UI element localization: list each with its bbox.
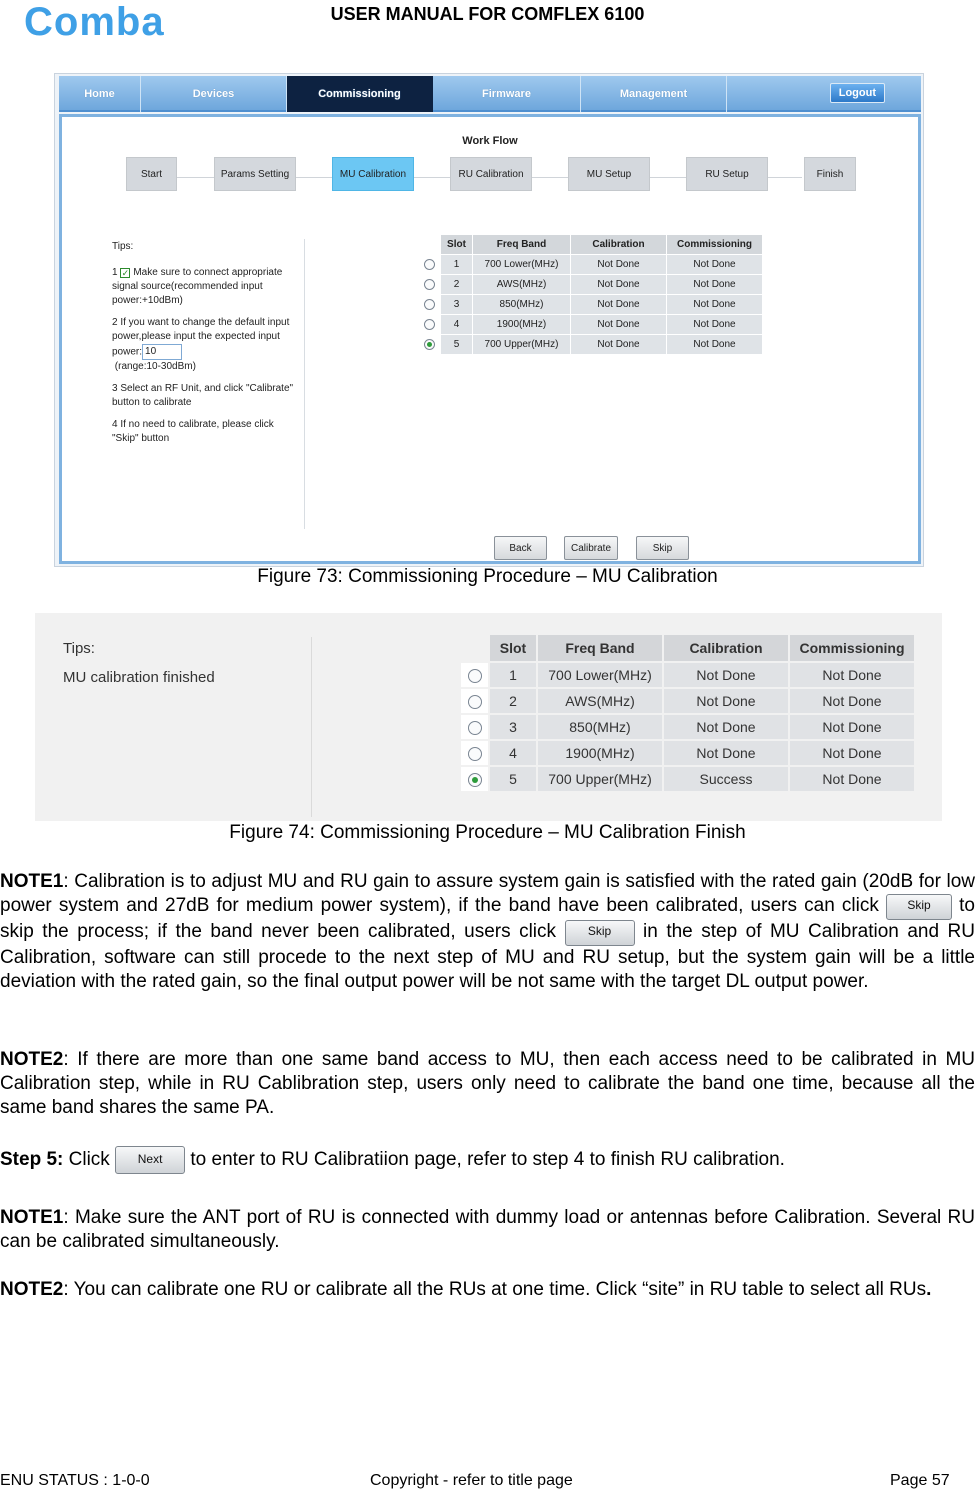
note2-label: NOTE2 <box>0 1049 64 1070</box>
commissioning-cell: Not Done <box>789 740 915 766</box>
table-row[interactable] <box>419 315 763 335</box>
mu-slot-table <box>459 633 916 793</box>
tip-1-number: 1 <box>112 267 118 278</box>
tip-2-range: (range:10-30dBm) <box>114 361 196 372</box>
table-row[interactable] <box>460 766 915 792</box>
checkbox-icon[interactable]: ✓ <box>121 268 130 278</box>
table-row[interactable] <box>419 275 763 295</box>
workflow-step-ru-setup[interactable]: RU Setup <box>686 157 768 191</box>
slot-cell: 5 <box>489 766 537 792</box>
radio-icon[interactable] <box>424 319 435 330</box>
note3-text: : Make sure the ANT port of RU is connected with dummy load or antennas before Calibration. Several RU can be calibrated simultaneously. <box>0 1207 975 1252</box>
row-select[interactable] <box>460 714 489 740</box>
footer-status: ENU STATUS : 1-0-0 <box>0 1472 150 1489</box>
header-freq-band: Freq Band <box>537 634 663 662</box>
nav-management[interactable]: Management <box>581 76 727 112</box>
document-title: USER MANUAL FOR COMFLEX 6100 <box>330 4 645 24</box>
commissioning-cell: Not Done <box>667 315 763 335</box>
table-row[interactable] <box>419 255 763 275</box>
workflow-step-finish[interactable]: Finish <box>804 157 856 191</box>
table-row[interactable] <box>419 335 763 355</box>
row-select[interactable] <box>419 255 441 275</box>
tip-1-text: Make sure to connect appropriate signal source(recommended input power:+10dBm) <box>112 267 283 306</box>
header-freq-band: Freq Band <box>473 235 571 255</box>
freq-band-cell: 700 Lower(MHz) <box>473 255 571 275</box>
freq-band-cell: 850(MHz) <box>473 295 571 315</box>
header-slot: Slot <box>441 235 473 255</box>
slot-cell: 4 <box>489 740 537 766</box>
mu-calibration-screenshot <box>54 73 924 567</box>
note2-paragraph <box>0 1048 975 1120</box>
header-calibration: Calibration <box>571 235 667 255</box>
commissioning-cell: Not Done <box>789 688 915 714</box>
radio-icon[interactable] <box>424 279 435 290</box>
panel-divider <box>311 637 312 817</box>
slot-cell: 2 <box>489 688 537 714</box>
radio-icon[interactable] <box>424 299 435 310</box>
freq-band-cell: AWS(MHz) <box>537 688 663 714</box>
radio-icon[interactable] <box>468 747 482 761</box>
commissioning-cell: Not Done <box>667 335 763 355</box>
step5-label: Step 5: <box>0 1149 64 1170</box>
tip-3: 3 Select an RF Unit, and click "Calibrate" button to calibrate <box>112 383 294 408</box>
header-select <box>419 235 441 255</box>
panel-divider <box>304 239 305 529</box>
input-power-field[interactable]: 10 <box>142 344 182 360</box>
radio-icon[interactable] <box>468 695 482 709</box>
commissioning-cell: Not Done <box>789 714 915 740</box>
radio-selected-icon[interactable] <box>424 339 435 350</box>
table-row[interactable] <box>460 662 915 688</box>
slot-cell: 1 <box>489 662 537 688</box>
commissioning-cell: Not Done <box>789 766 915 792</box>
header-slot: Slot <box>489 634 537 662</box>
back-button[interactable]: Back <box>494 536 547 560</box>
mu-slot-table <box>418 234 763 355</box>
commissioning-cell: Not Done <box>667 255 763 275</box>
workflow-step-params-setting[interactable]: Params Setting <box>214 157 296 191</box>
step5-paragraph <box>0 1146 975 1174</box>
note1-text-a: : Calibration is to adjust MU and RU gain to assure system gain is satisfied with the rated gain (20dB for low power system and 27dB for medium power system), if the band have been calibrated, users can click <box>0 871 975 916</box>
calibration-cell: Success <box>663 766 789 792</box>
note4-text: : You can calibrate one RU or calibrate all the RUs at one time. Click “site” in RU table to select all RUs <box>63 1279 927 1300</box>
tip-2 <box>112 316 302 374</box>
top-navigation <box>59 76 921 112</box>
svg-text:Comba: Comba <box>24 2 165 40</box>
slot-cell: 2 <box>441 275 473 295</box>
skip-button[interactable]: Skip <box>636 536 689 560</box>
skip-inline-button: Skip <box>886 894 952 920</box>
tips-heading: Tips: <box>112 241 134 252</box>
row-select[interactable] <box>460 688 489 714</box>
calibration-cell: Not Done <box>571 255 667 275</box>
note1-text-c: in the step of MU Calibration and RU Calibration, software can still procede to the next step of MU and RU setup, but the system gain will be a little deviation with the rated gain, so the final output power will be not same with the target DL output power. <box>0 921 975 992</box>
calibration-cell: Not Done <box>663 688 789 714</box>
calibration-cell: Not Done <box>571 315 667 335</box>
calibration-cell: Not Done <box>663 740 789 766</box>
commissioning-cell: Not Done <box>667 295 763 315</box>
header-select <box>460 634 489 662</box>
note2-text: : If there are more than one same band access to MU, then each access need to be calibrated in MU Calibration step, while in RU Cablibration step, users only need to calibrate the band one time, because all the same band shares the same PA. <box>0 1049 975 1118</box>
calibration-cell: Not Done <box>571 335 667 355</box>
tip-2-text: 2 If you want to change the default input power,please input the expected input power: <box>112 317 290 358</box>
workflow-step-start[interactable]: Start <box>126 157 177 191</box>
tip-1 <box>112 266 302 308</box>
footer-page-number: Page 57 <box>890 1472 950 1489</box>
radio-icon[interactable] <box>468 669 482 683</box>
freq-band-cell: 700 Upper(MHz) <box>537 766 663 792</box>
row-select[interactable] <box>460 740 489 766</box>
commissioning-panel <box>59 114 921 564</box>
skip-inline-button: Skip <box>565 920 635 946</box>
tips-text: MU calibration finished <box>63 669 215 686</box>
table-row[interactable] <box>419 295 763 315</box>
note4-end: . <box>926 1279 932 1300</box>
commissioning-cell: Not Done <box>789 662 915 688</box>
calibrate-button[interactable]: Calibrate <box>564 536 618 560</box>
nav-commissioning[interactable]: Commissioning <box>287 76 433 112</box>
calibration-cell: Not Done <box>663 714 789 740</box>
note4-paragraph <box>0 1278 975 1302</box>
freq-band-cell: 850(MHz) <box>537 714 663 740</box>
step5-text-a: Click <box>68 1149 110 1170</box>
slot-cell: 5 <box>441 335 473 355</box>
row-select[interactable] <box>419 335 441 355</box>
header-commissioning: Commissioning <box>667 235 763 255</box>
nav-spacer <box>727 76 921 110</box>
slot-cell: 3 <box>489 714 537 740</box>
freq-band-cell: 1900(MHz) <box>537 740 663 766</box>
workflow-title: Work Flow <box>462 135 518 147</box>
commissioning-cell: Not Done <box>667 275 763 295</box>
nav-devices[interactable]: Devices <box>141 76 287 112</box>
nav-home[interactable]: Home <box>59 76 141 112</box>
note1-text-b: to skip the process; if the band never been calibrated, users click <box>0 895 975 942</box>
row-select[interactable] <box>460 662 489 688</box>
freq-band-cell: 700 Upper(MHz) <box>473 335 571 355</box>
table-row[interactable] <box>460 688 915 714</box>
workflow-step-ru-calibration[interactable]: RU Calibration <box>450 157 532 191</box>
slot-cell: 3 <box>441 295 473 315</box>
tips-section <box>112 240 302 454</box>
table-row[interactable] <box>460 740 915 766</box>
note1-label: NOTE1 <box>0 871 64 892</box>
tips-section <box>63 639 215 688</box>
row-select[interactable] <box>460 766 489 792</box>
slot-cell: 4 <box>441 315 473 335</box>
radio-icon[interactable] <box>424 259 435 270</box>
workflow-step-mu-calibration[interactable]: MU Calibration <box>332 157 414 191</box>
figure-74-caption: Figure 74: Commissioning Procedure – MU Calibration Finish <box>229 822 746 843</box>
slot-cell: 1 <box>441 255 473 275</box>
nav-firmware[interactable]: Firmware <box>433 76 581 112</box>
freq-band-cell: 700 Lower(MHz) <box>537 662 663 688</box>
calibration-cell: Not Done <box>571 275 667 295</box>
freq-band-cell: AWS(MHz) <box>473 275 571 295</box>
radio-selected-icon[interactable] <box>468 773 482 787</box>
header-commissioning: Commissioning <box>789 634 915 662</box>
mu-calibration-finish-screenshot <box>35 613 942 821</box>
footer-copyright: Copyright - refer to title page <box>370 1472 573 1489</box>
tips-heading: Tips: <box>63 640 95 657</box>
note3-label: NOTE1 <box>0 1207 64 1228</box>
radio-icon[interactable] <box>468 721 482 735</box>
calibration-cell: Not Done <box>663 662 789 688</box>
tip-4: 4 If no need to calibrate, please click "Skip" button <box>112 419 274 444</box>
note4-label: NOTE2 <box>0 1279 64 1300</box>
note1-paragraph <box>0 870 975 994</box>
header-calibration: Calibration <box>663 634 789 662</box>
freq-band-cell: 1900(MHz) <box>473 315 571 335</box>
next-inline-button: Next <box>115 1146 185 1174</box>
note3-paragraph <box>0 1206 975 1254</box>
figure-73-caption: Figure 73: Commissioning Procedure – MU Calibration <box>257 566 718 587</box>
step5-text-b: to enter to RU Calibratiion page, refer to step 4 to finish RU calibration. <box>190 1149 785 1170</box>
logout-button[interactable]: Logout <box>830 83 885 103</box>
row-select[interactable] <box>419 275 441 295</box>
table-row[interactable] <box>460 714 915 740</box>
row-select[interactable] <box>419 315 441 335</box>
row-select[interactable] <box>419 295 441 315</box>
calibration-cell: Not Done <box>571 295 667 315</box>
workflow-step-mu-setup[interactable]: MU Setup <box>568 157 650 191</box>
